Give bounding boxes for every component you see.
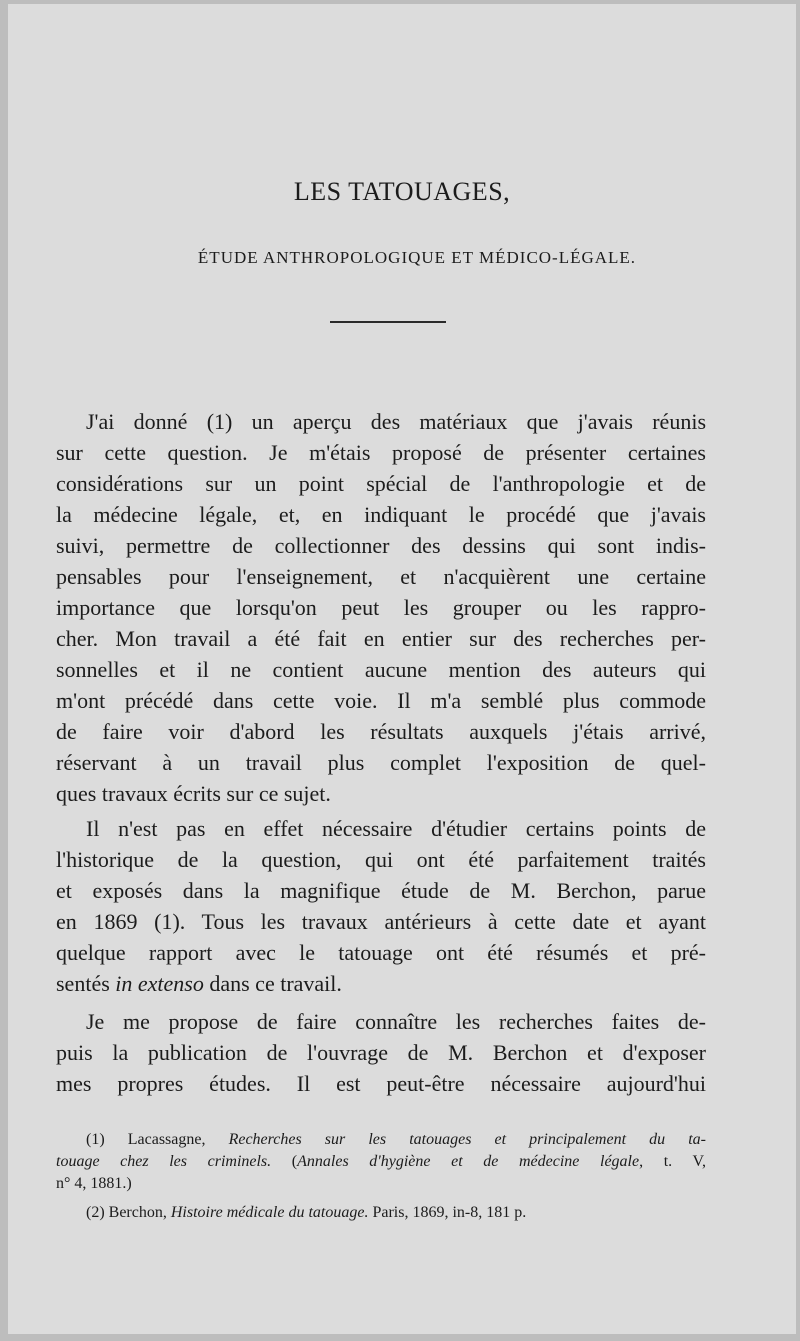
text-line: importance que lorsqu'on peut les grouper ou les rappro- — [56, 595, 706, 620]
text-line: puis la publication de l'ouvrage de M. Berchon et d'exposer — [56, 1040, 706, 1065]
text-line: sonnelles et il ne contient aucune mention des auteurs qui — [56, 657, 706, 682]
text-line: l'historique de la question, qui ont été parfaitement traités — [56, 847, 706, 872]
paragraph-1 — [56, 406, 706, 809]
text-line: ques travaux écrits sur ce sujet. — [56, 781, 331, 806]
footnote-line — [56, 1202, 706, 1224]
text-fragment: Paris, 1869, in-8, 181 p. — [368, 1204, 527, 1221]
text-line: m'ont précédé dans cette voie. Il m'a semblé plus commode — [56, 688, 706, 713]
text-fragment: sentés — [56, 971, 116, 996]
text-line: pensables pour l'enseignement, et n'acquièrent une certaine — [56, 564, 706, 589]
page-subtitle: ÉTUDE ANTHROPOLOGIQUE ET MÉDICO-LÉGALE. — [197, 248, 637, 267]
page-title: LES TATOUAGES, — [293, 177, 511, 206]
title-rule — [330, 321, 446, 323]
text-line: réservant à un travail plus complet l'exposition de quel- — [56, 750, 706, 775]
text-line: Il n'est pas en effet nécessaire d'étudier certains points de — [86, 816, 706, 841]
footnote-line — [56, 1129, 706, 1151]
paragraph-2 — [56, 813, 706, 999]
text-line — [56, 968, 706, 999]
text-line: la médecine légale, et, en indiquant le procédé que j'avais — [56, 502, 706, 527]
text-fragment: , t. V, — [639, 1153, 707, 1170]
italic-phrase: in extenso — [115, 971, 204, 996]
footnote-line: n° 4, 1881.) — [56, 1175, 132, 1192]
text-line: cher. Mon travail a été fait en entier sur des recherches per- — [56, 626, 706, 651]
text-line: Je me propose de faire connaître les recherches faites de- — [86, 1009, 706, 1034]
text-line: suivi, permettre de collectionner des dessins qui sont indis- — [56, 533, 706, 558]
footnotes — [56, 1129, 706, 1224]
footnote-title: touage chez les criminels. — [56, 1153, 272, 1170]
text-line: en 1869 (1). Tous les travaux antérieurs à cette date et ayant — [56, 909, 706, 934]
text-line: considérations sur un point spécial de l'anthropologie et de — [56, 471, 706, 496]
book-page — [8, 4, 796, 1334]
text-line: de faire voir d'abord les résultats auxquels j'étais arrivé, — [56, 719, 706, 744]
text-fragment: ( — [271, 1153, 298, 1170]
footnote-title: Histoire médicale du tatouage. — [170, 1204, 369, 1221]
text-fragment: dans ce travail. — [203, 971, 342, 996]
footnote-2 — [56, 1202, 706, 1224]
text-line: J'ai donné (1) un aperçu des matériaux que j'avais réunis — [86, 409, 706, 434]
footnote-journal: Annales d'hygiène et de médecine légale — [297, 1153, 640, 1170]
text-line: mes propres études. Il est peut-être nécessaire aujourd'hui — [56, 1071, 706, 1096]
text-line: et exposés dans la magnifique étude de M. Berchon, parue — [56, 878, 706, 903]
footnote-1 — [56, 1129, 706, 1195]
footnote-marker: (1) Lacassagne, — [86, 1131, 229, 1148]
paragraph-3 — [56, 1006, 706, 1099]
footnote-line — [56, 1151, 706, 1173]
text-line: sur cette question. Je m'étais proposé de présenter certaines — [56, 440, 706, 465]
footnote-title: Recherches sur les tatouages et principalement du ta- — [228, 1131, 706, 1148]
text-line: quelque rapport avec le tatouage ont été résumés et pré- — [56, 940, 706, 965]
footnote-marker: (2) Berchon, — [86, 1204, 171, 1221]
body-text — [56, 406, 706, 1099]
